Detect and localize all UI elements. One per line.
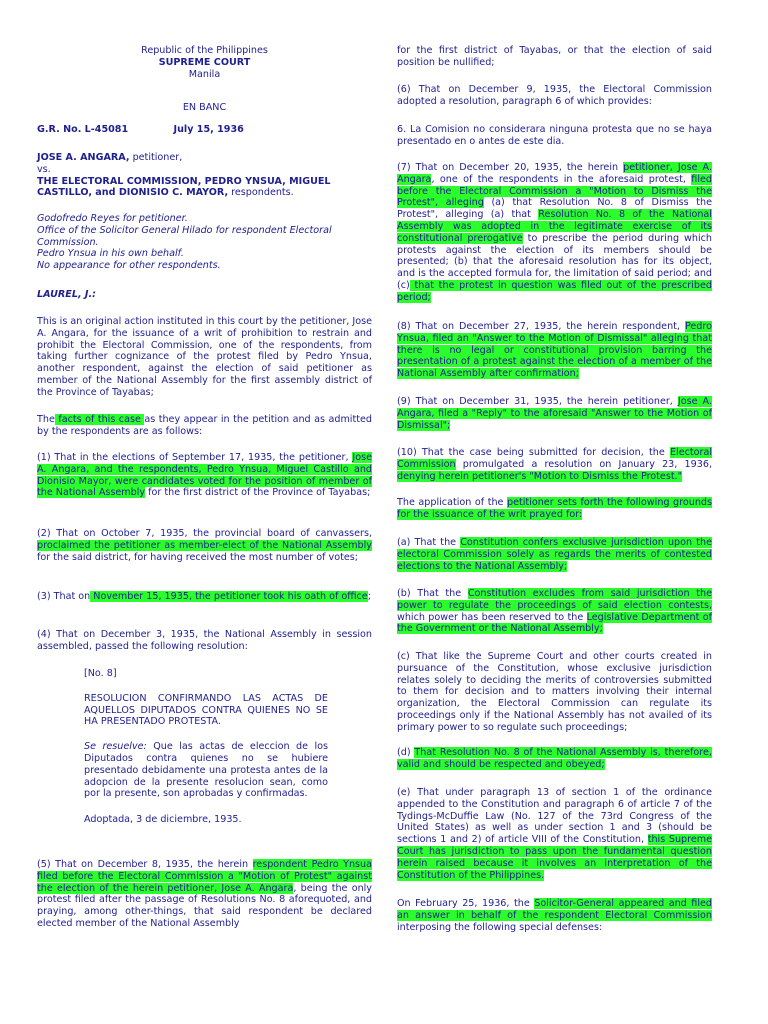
fact-10: (10) That the case being submitted for decision, the Electoral Commission promulgated a resolution on January 23, 1936, denying herein petitioner's "Motion to Dismiss the Protest." [397,447,712,482]
resolution-body: Se resuelve: Que las actas de eleccion de los Diputados contra quienes no se hubiere presentado debidamente una protesta antes de la adopcion de la presente resolucion sean, como por la presente, son aprobadas y confirmadas. [84,741,328,800]
decision-date: July 15, 1936 [173,124,244,135]
solicitor-general-answer: On February 25, 1936, the Solicitor-General appeared and filed an answer in behalf of the respondent Electoral Commission interposing the following special defenses: [397,898,713,933]
resolution-title: RESOLUCION CONFIRMANDO LAS ACTAS DE AQUELLOS DIPUTADOS CONTRA QUIENES NO SE HA PRESENTADO PROTESTA. [84,692,328,728]
parties-block [37,152,372,199]
fact-6: (6) That on December 9, 1935, the Electoral Commission adopted a resolution, paragraph 6 of which provides: [397,84,712,107]
intro-paragraph: This is an original action instituted in this court by the petitioner, Jose A. Angara, for the issuance of a writ of prohibition to restrain and prohibit the Electoral Commission, one of the respondents, from taking further cognizance of the protest filed by Pedro Ynsua, another respondent, against the election of said petitioner as member of the National Assembly for the first assembly district of the Province of Tayabas; [37,316,372,398]
ground-c: (c) That like the Supreme Court and other courts created in pursuance of the Constitution, whose exclusive jurisdiction relates solely to deciding the merits of controversies submitted to them for decision and to matters involving their internal organization, the Electoral Commission can regulate its proceedings only if the National Assembly has not availed of its primary power to so regulate such proceedings; [397,651,712,733]
ground-a: (a) That the Constitution confers exclusive jurisdiction upon the electoral Commission solely as regards the merits of contested elections to the National Assembly; [397,537,712,572]
fact-5: (5) That on December 8, 1935, the herein respondent Pedro Ynsua filed before the Electoral Commission a "Motion of Protest" against the election of the herein petitioner, Jose A. Angara, being the only protest filed after the passage of Resolutions No. 8 aforequoted, and praying, among other-things, that said respondent be declared elected member of the National Assembly [37,859,372,929]
case-number-line [37,124,244,136]
resolution-quote [37,668,372,826]
ponente: LAUREL, J.: [37,289,96,300]
application-grounds: The application of the petitioner sets forth the following grounds for the issuance of the writ prayed for: [397,497,712,520]
court-header [37,45,372,114]
counsel-line: Godofredo Reyes for petitioner. [37,213,188,224]
petitioner-role: petitioner, [129,152,183,163]
ground-e: (e) That under paragraph 13 of section 1 of the ordinance appended to the Constitution and paragraph 6 of article 7 of the Tydings-McDuffie Law (No. 127 of the 73rd Congress of the United States) as well as under section 1 and 3 (should be sections 1 and 2) of article VIII of the Constitution, this Supreme Court has jurisdiction to pass upon the fundamental question herein raised because it involves an interpretation of the Constitution of the Philippines. [397,787,712,881]
fact-4: (4) That on December 3, 1935, the National Assembly in session assembled, passed the following resolution: [37,629,372,652]
fact-2: (2) That on October 7, 1935, the provincial board of canvassers, proclaimed the petitioner as member-elect of the National Assembly for the said district, for having received the most number of votes; [37,528,372,563]
resolution-number: [No. 8] [84,668,117,679]
republic-line: Republic of the Philippines [141,45,268,56]
commission-resolution-quote: 6. La Comision no considerara ninguna protesta que no se haya presentado en o antes de este dia. [397,124,712,147]
fact-9: (9) That on December 31, 1935, the herein petitioner, Jose A. Angara, filed a "Reply" to the aforesaid "Answer to the Motion of Dismissal"; [397,396,713,431]
versus: vs. [37,163,51,175]
counsel-line: No appearance for other respondents. [37,260,221,272]
gr-number: G.R. No. L-45081 [37,124,129,135]
respondents-names: THE ELECTORAL COMMISSION, PEDRO YNSUA, MIGUEL CASTILLO, and DIONISIO C. MAYOR, [37,175,331,199]
fact-1: (1) That in the elections of September 17, 1935, the petitioner, Jose A. Angara, and the respondents, Pedro Ynsua, Miguel Castillo and Dionisio Mayor, were candidates voted for the position of member of the National Assembly for the first district of the Province of Tayabas; [37,452,372,499]
fact-5-continued: for the first district of Tayabas, or that the election of said position be nullified; [397,45,712,68]
court-name: SUPREME COURT [158,56,251,68]
counsel-line: Office of the Solicitor General Hilado for respondent Electoral Commission. [37,224,332,248]
resolution-adopted: Adoptada, 3 de diciembre, 1935. [84,814,242,826]
ground-b: (b) That the Constitution excludes from said jurisdiction the power to regulate the proceedings of said election contests, which power has been reserved to the Legislative Department of the Government or the National Assembly; [397,588,712,635]
division-label: EN BANC [182,102,227,114]
fact-8: (8) That on December 27, 1935, the herein respondent, Pedro Ynsua, filed an "Answer to the Motion of Dismissal" alleging that there is no legal or constitutional provision barring the presentation of a protest against the election of a member of the National Assembly after confirmation; [397,321,712,380]
fact-7: (7) That on December 20, 1935, the herein petitioner, Jose A. Angara, one of the respondents in the aforesaid protest, filed before the Electoral Commission a "Motion to Dismiss the Protest", alleging (a) that Resolution No. 8 of Dismiss the Protest", alleging (a) that Resolution No. 8 of the National Assembly was adopted in the legitimate exercise of its constitutional prerogative to prescribe the period during which protests against the election of its members should be presented; (b) that the aforesaid resolution has for its object, and is the accepted formula for, the limitation of said period; and (c) that the protest in question was filed out of the prescribed period; [397,162,712,303]
facts-intro: The facts of this case as they appear in the petition and as admitted by the respondents are as follows: [37,414,372,437]
petitioner-name: JOSE A. ANGARA, [37,152,130,163]
counsel-line: Pedro Ynsua in his own behalf. [37,248,184,260]
court-city: Manila [188,68,221,80]
fact-3: (3) That on November 15, 1935, the petitioner took his oath of office; [37,591,371,602]
ground-d: (d) That Resolution No. 8 of the National Assembly is, therefore, valid and should be respected and obeyed; [397,747,712,770]
counsel-block [37,213,357,272]
respondents-role: respondents. [228,187,294,199]
